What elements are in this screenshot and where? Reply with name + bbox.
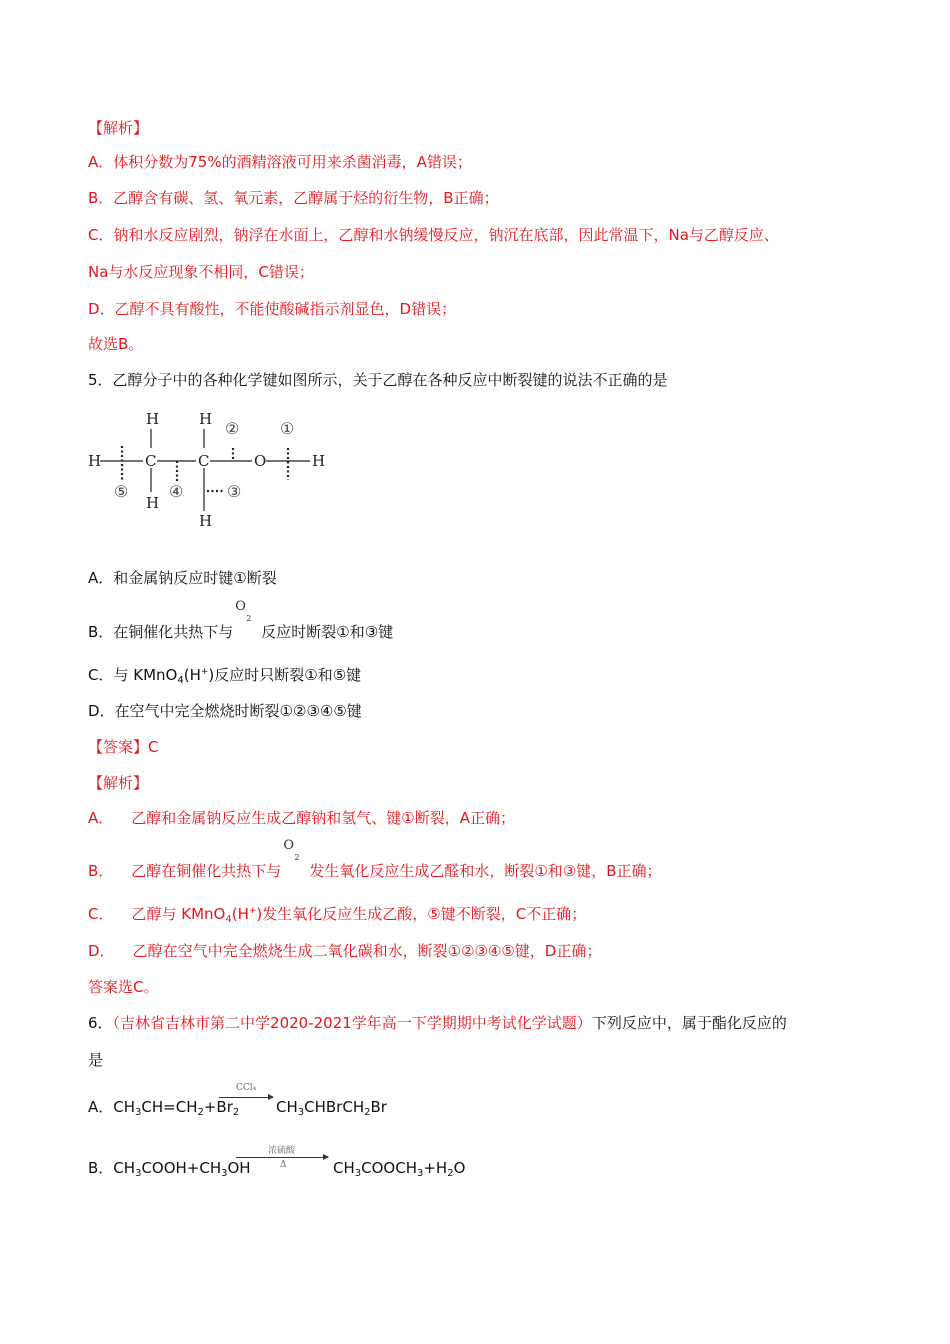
option-b-product: $CH_3COOCH_3+H_2O$ [333, 1159, 466, 1179]
question-6-option-a: A．$CH_3CH=CH_2+Br_2$ [88, 1098, 240, 1118]
option-a-condition: CCl₄ [236, 1083, 257, 1093]
bond-label-1: ① [280, 419, 295, 438]
analysis-heading: 【解析】 [88, 119, 149, 137]
question-6-source: （吉林省吉林市第二中学2020-2021学年高一下学期期中考试化学试题） [112, 1014, 592, 1032]
question-5-analysis-heading: 【解析】 [88, 774, 149, 792]
question-5-answer: 【答案】C [88, 738, 159, 756]
bond-label-4: ④ [169, 482, 184, 501]
question-5-analysis-c: C． 乙醇与 KMnO$_4$(H+)发生氧化反应生成乙酸，⑤键不断裂，C不正确； [88, 905, 587, 925]
atom-h-left: H [88, 452, 102, 470]
option-b-condition-bottom: Δ [280, 1160, 287, 1170]
atom-h-c2-top: H [199, 410, 213, 428]
o2-formula: O 2 [235, 599, 252, 623]
atom-c2: C [198, 452, 210, 470]
question-6-option-b: B．$CH_3COOH+CH_3OH$ [88, 1159, 251, 1179]
option-a-reaction-arrow [219, 1097, 273, 1098]
analysis-conclusion: 故选B。 [88, 335, 144, 353]
question-5-analysis-d: D． 乙醇在空气中完全燃烧生成二氧化碳和水，断裂①②③④⑤键，D正确； [88, 942, 602, 960]
question-5-option-c: C．与 KMnO$_4$(H+)反应时只断裂①和⑤键 [88, 666, 362, 686]
analysis-option-c-line2: Na与水反应现象不相同，C错误； [88, 263, 314, 281]
ethanol-bond-diagram [85, 408, 335, 532]
question-6-stem-line2: 是 [88, 1051, 104, 1069]
question-5-stem: 5．乙醇分子中的各种化学键如图所示，关于乙醇在各种反应中断裂键的说法不正确的是 [88, 371, 668, 389]
atom-h-right: H [312, 452, 326, 470]
bond-label-5: ⑤ [114, 482, 129, 501]
atom-h-c1-top: H [146, 410, 160, 428]
analysis-option-c-line1: C．钠和水反应剧烈，钠浮在水面上，乙醇和水钠缓慢反应，钠沉在底部，因此常温下，Na与乙醇反应、 [88, 226, 779, 244]
question-5-option-a: A．和金属钠反应时键①断裂 [88, 569, 277, 587]
question-5-option-b: B．在铜催化共热下与 O 2 反应时断裂①和③键 [88, 599, 394, 641]
question-5-conclusion: 答案选C。 [88, 978, 159, 996]
bond-label-2: ② [225, 419, 240, 438]
analysis-option-a: A．体积分数为75%的酒精溶液可用来杀菌消毒，A错误； [88, 153, 472, 171]
bond-label-3: ③ [227, 482, 242, 501]
analysis-option-b: B．乙醇含有碳、氢、氧元素，乙醇属于烃的衍生物，B正确； [88, 189, 499, 207]
analysis-option-d: D．乙醇不具有酸性，不能使酸碱指示剂显色，D错误； [88, 300, 457, 318]
atom-h-c2-bottom: H [199, 512, 213, 530]
atom-o: O [254, 452, 267, 470]
question-5-option-d: D．在空气中完全燃烧时断裂①②③④⑤键 [88, 702, 362, 720]
question-5-analysis-a: A． 乙醇和金属钠反应生成乙醇钠和氢气、键①断裂，A正确； [88, 809, 515, 827]
option-b-reaction-arrow [236, 1157, 328, 1158]
atom-h-c1-bottom: H [146, 494, 160, 512]
atom-c1: C [145, 452, 157, 470]
option-a-product: $CH_3CHBrCH_2Br$ [276, 1098, 387, 1118]
o2-formula: O 2 [283, 838, 300, 862]
question-5-analysis-b: B． 乙醇在铜催化共热下与 O 2 发生氧化反应生成乙醛和水，断裂①和③键，B正确； [88, 838, 662, 880]
option-b-condition-top: 浓硫酸 [268, 1146, 296, 1156]
question-6-stem: 6．（吉林省吉林市第二中学2020-2021学年高一下学期期中考试化学试题）下列反应中，属于酯化反应的 [88, 1014, 787, 1032]
